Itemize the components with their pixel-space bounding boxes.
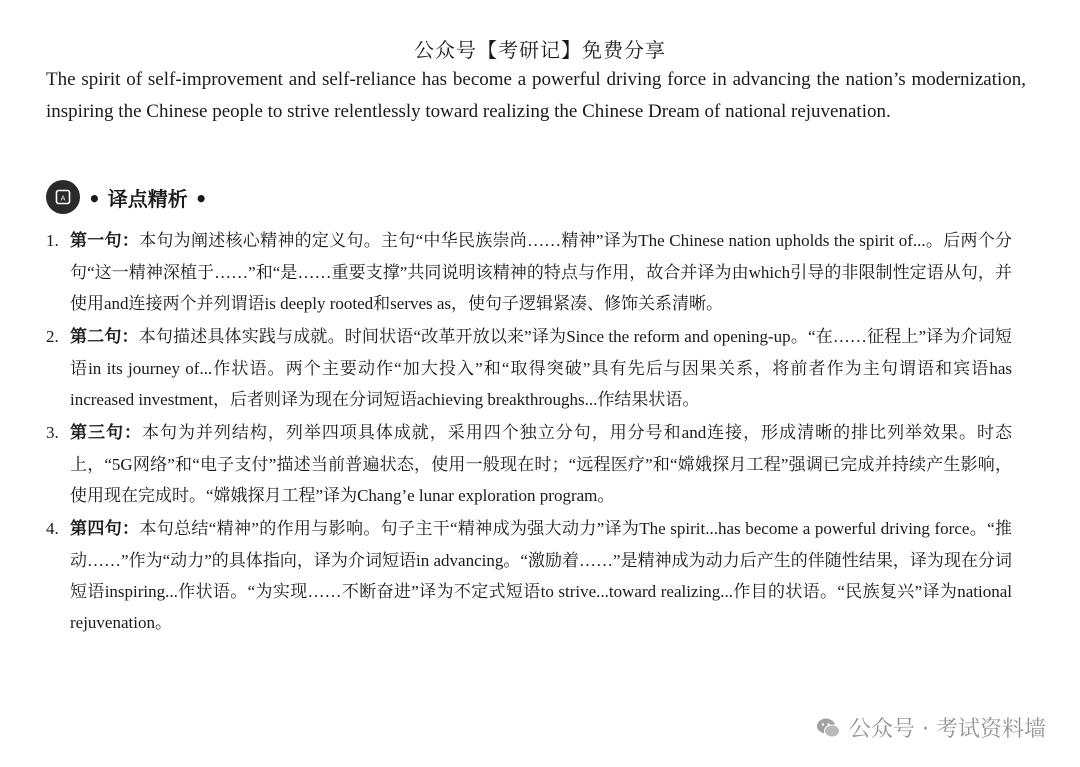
item-number: 3. [46,423,59,442]
item-number: 4. [46,519,59,538]
item-lead: 第三句： [70,423,142,443]
item-number: 1. [46,231,59,250]
item-text: 本句描述具体实践与成就。时间状语“改革开放以来”译为Since the reform and opening-up。“在……征程上”译为介词短语in its journey of...作状语。两个主要动作“加大投入”和“取得突破”具有先后与因果关系，将前者作为主句谓语和宾语has increased investment，后者则译为现在分词短语achieving breakthroughs...作结果状语。 [70,327,1012,409]
svg-text:A: A [60,194,66,203]
item-lead: 第二句： [70,327,139,347]
list-item [46,417,1012,511]
watermark [815,712,1046,743]
analysis-list [46,225,1012,640]
intro-paragraph: The spirit of self-improvement and self-reliance has become a powerful driving force in advancing the nation’s modernization, inspiring the Chinese people to strive relentlessly toward realizing the Chinese Dream of national rejuvenation. [46,69,1026,122]
item-text: 本句总结“精神”的作用与影响。句子主干“精神成为强大动力”译为The spirit...has become a powerful driving force。“推动……”作为“动力”的具体指向，译为介词短语in advancing。“激励着……”是精神成为动力后产生的伴随性结果，译为现在分词短语inspiring...作状语。“为实现……不断奋进”译为不定式短语to strive...toward realizing...作目的状语。“民族复兴”译为national rejuvenation。 [70,519,1013,632]
list-item [46,513,1012,638]
list-item [46,225,1012,319]
wechat-logo-icon [815,715,841,741]
document-badge-icon [46,180,80,214]
section-heading [46,178,208,216]
item-lead: 第一句： [70,231,140,251]
section-title: • 译点精析 • [88,186,208,211]
item-number: 2. [46,327,59,346]
watermark-text: 公众号 · 考试资料墙 [849,717,1046,742]
list-item [46,321,1012,415]
item-lead: 第四句： [70,519,140,539]
page-header: 公众号【考研记】免费分享 [414,38,666,62]
item-text: 本句为阐述核心精神的定义句。主句“中华民族崇尚……精神”译为The Chinese nation upholds the spirit of...。后两个分句“这一精神深植于……”和“是……重要支撑”共同说明该精神的特点与作用，故合并译为由which引导的非限制性定语从句，并使用and连接两个并列谓语is deeply rooted和serves as，使句子逻辑紧凑、修饰关系清晰。 [70,231,1013,313]
item-text: 本句为并列结构，列举四项具体成就，采用四个独立分句，用分号和and连接，形成清晰的排比列举效果。时态上，“5G网络”和“电子支付”描述当前普遍状态，使用一般现在时；“远程医疗”和“嫦娥探月工程”强调已完成并持续产生影响，使用现在完成时。“嫦娥探月工程”译为Chang’e lunar exploration program。 [70,423,1013,505]
